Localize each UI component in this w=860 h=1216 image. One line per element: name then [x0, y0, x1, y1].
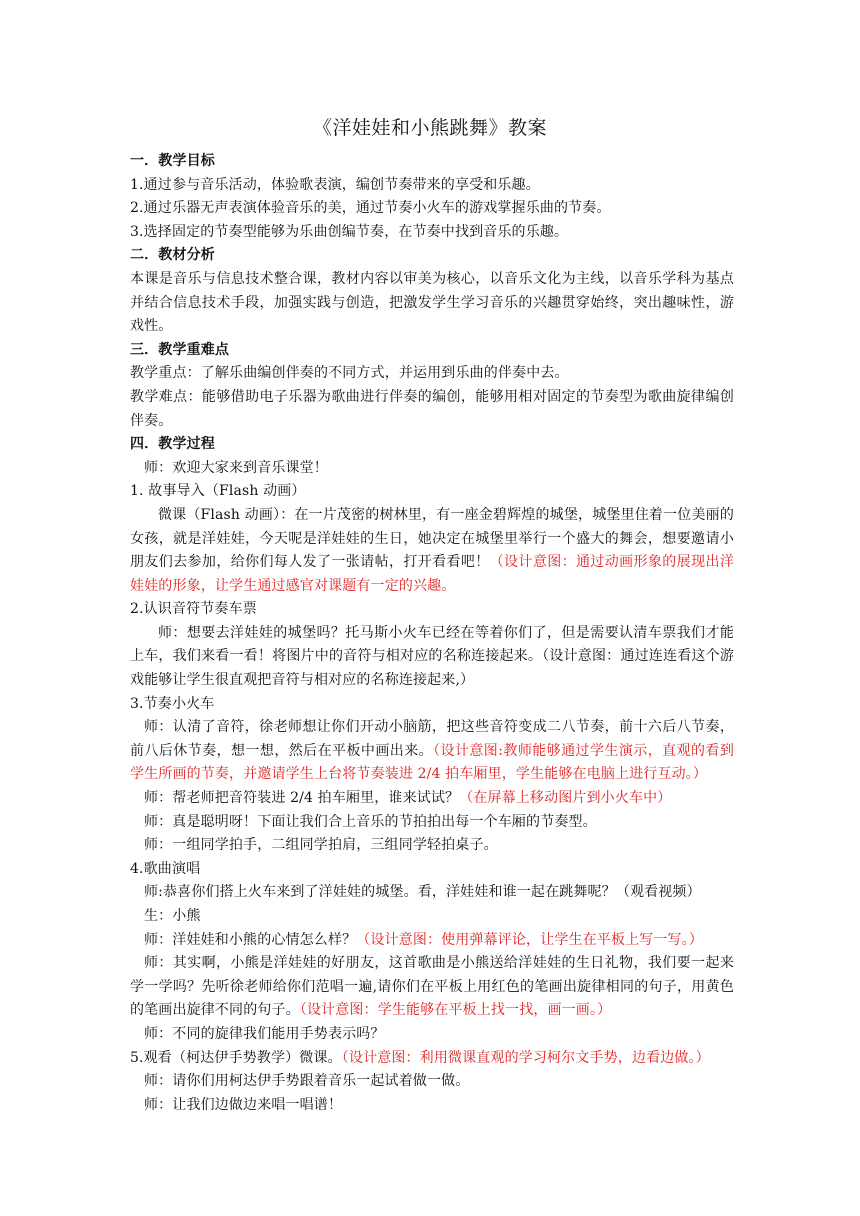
teacher-line: 师：不同的旋律我们能用手势表示吗？	[144, 1025, 385, 1042]
page-title: 《洋娃娃和小熊跳舞》教案	[312, 117, 547, 139]
design-intent: （设计意图：学生能够在平板上找一找，画一画。）	[299, 1002, 612, 1019]
design-intent: （在屏幕上移动图片到小火车中）	[459, 790, 672, 807]
step-text: 师：其实啊，小熊是洋娃娃的好朋友，这首歌曲是小熊送给洋娃娃的生日礼物，我们要一起来学一学吗？先听徐老师给你们范唱一遍,请你们在平板上用红色的笔画出旋律相同的句子，用黄色的笔画出旋律不同的句子。	[130, 955, 734, 1019]
step-paragraph	[130, 504, 734, 598]
step-text: 师：洋娃娃和小熊的心情怎么样？	[144, 931, 357, 948]
teacher-line: 师：一组同学拍手，二组同学拍肩，三组同学轻拍桌子。	[144, 837, 498, 854]
step-paragraph: 师：想要去洋娃娃的城堡吗？托马斯小火车已经在等着你们了，但是需要认清车票我们才能上车，我们来看一看！将图片中的音符与相对应的名称连接起来。（设计意图：通过连连看这个游戏能够让学生很直观把音符与相对应的名称连接起来,）	[130, 624, 734, 689]
step-text: 师：帮老师把音符装进 2/4 拍车厢里，谁来试试？	[144, 790, 460, 807]
objective-item: 1.通过参与音乐活动，体验歌表演，编创节奏带来的享受和乐趣。	[130, 176, 540, 193]
analysis-paragraph: 本课是音乐与信息技术整合课，教材内容以审美为核心，以音乐文化为主线，以音乐学科为基点并结合信息技术手段，加强实践与创造，把激发学生学习音乐的兴趣贯穿始终，突出趣味性，游戏性。	[130, 270, 734, 335]
document-body	[130, 150, 734, 1117]
teacher-line	[130, 929, 734, 953]
step-text: 师：认清了音符，徐老师想让你们开动小脑筋，把这些音符变成二八节奏，前十六后八节奏，前八后休节奏，想一想，然后在平板中画出来。	[130, 719, 734, 759]
step-heading	[130, 1047, 734, 1071]
step-heading: 4.歌曲演唱	[130, 860, 201, 877]
step-text: 5.观看（柯达伊手势教学）微课。	[130, 1049, 342, 1066]
design-intent: （设计意图：利用微课直观的学习柯尔文手势，边看边做。）	[341, 1049, 710, 1066]
step-heading: 1. 故事导入（Flash 动画）	[130, 483, 306, 500]
objective-item: 2.通过乐器无声表演体验音乐的美，通过节奏小火车的游戏掌握乐曲的节奏。	[130, 200, 611, 217]
teacher-line	[130, 952, 734, 1023]
key-point-paragraph: 教学重点：了解乐曲编创伴奏的不同方式，并运用到乐曲的伴奏中去。	[130, 365, 569, 382]
section-heading-process: 四．教学过程	[130, 436, 215, 453]
step-heading: 3.节奏小火车	[130, 695, 215, 712]
section-heading-analysis: 二．教材分析	[130, 247, 215, 264]
teacher-line	[130, 787, 734, 811]
design-intent: （设计意图:教师能够通过学生演示，直观的看到学生所画的节奏，并邀请学生上台将节奏装进 2/4 拍车厢里，学生能够在电脑上进行互动。）	[130, 742, 735, 783]
design-intent: （设计意图：通过动画形象的展现出洋娃娃的形象，让学生通过感官对课题有一定的兴趣。	[130, 554, 734, 594]
section-heading-objectives: 一．教学目标	[130, 153, 215, 169]
teacher-line: 师：真是聪明呀！下面让我们合上音乐的节拍拍出每一个车厢的节奏型。	[144, 813, 597, 830]
section-heading-key-points: 三．教学重难点	[130, 341, 230, 358]
difficult-point-paragraph: 教学难点：能够借助电子乐器为歌曲进行伴奏的编创，能够用相对固定的节奏型为歌曲旋律编创伴奏。	[130, 388, 734, 429]
student-line: 生：小熊	[144, 908, 201, 924]
objective-item: 3.选择固定的节奏型能够为乐曲创编节奏，在节奏中找到音乐的乐趣。	[130, 223, 569, 240]
teacher-line: 师：让我们边做边来唱一唱谱！	[144, 1096, 343, 1113]
teacher-line: 师：请你们用柯达伊手势跟着音乐一起试着做一做。	[144, 1073, 470, 1090]
teacher-line: 师:恭喜你们搭上火车来到了洋娃娃的城堡。看，洋娃娃和谁一起在跳舞呢？（观看视频）	[144, 884, 701, 901]
step-heading: 2.认识音符节奏车票	[130, 601, 257, 618]
teacher-line: 师：欢迎大家来到音乐课堂！	[144, 459, 328, 476]
design-intent: （设计意图：使用弹幕评论，让学生在平板上写一写。）	[356, 931, 703, 948]
step-text: 微课（Flash 动画）：在一片茂密的树林里，有一座金碧辉煌的城堡，城堡里住着一位美丽的女孩，就是洋娃娃，今天呢是洋娃娃的生日，她决定在城堡里举行一个盛大的舞会，想要邀请小朋友们去参加，给你们每人发了一张请帖，打开看看吧！	[130, 506, 734, 571]
step-paragraph	[130, 716, 734, 787]
